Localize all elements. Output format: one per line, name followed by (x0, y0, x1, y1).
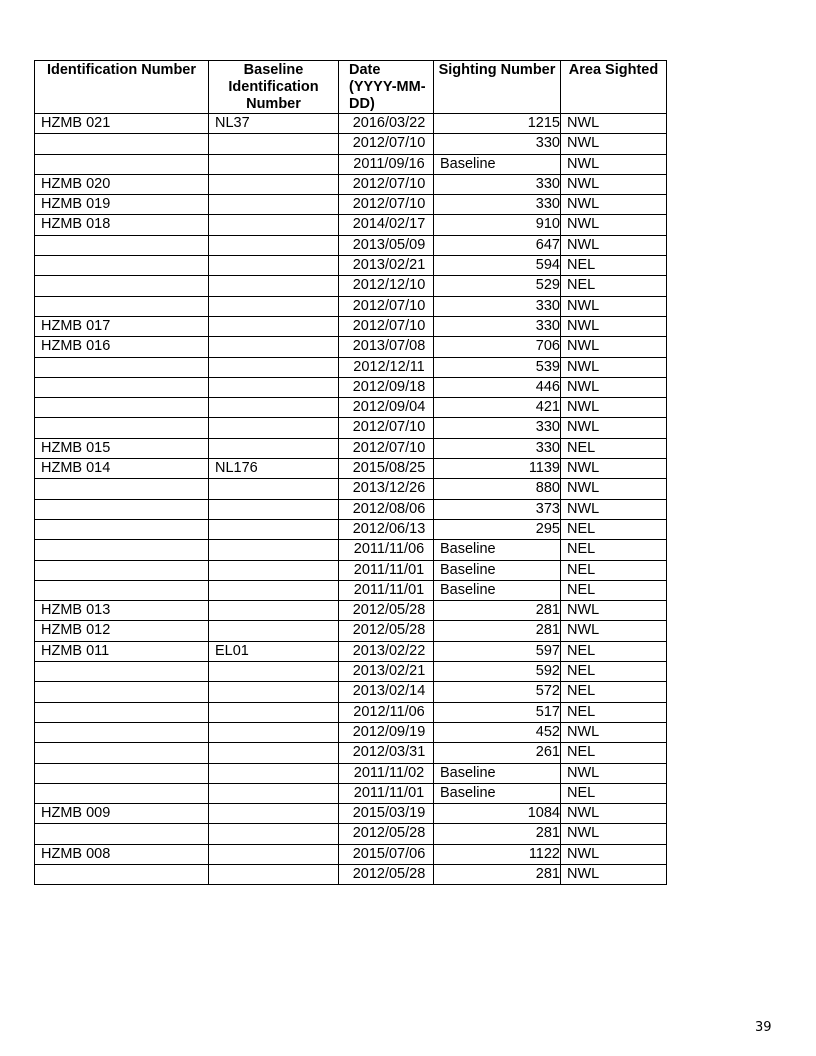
table-row (35, 276, 667, 296)
cell-identification-number (35, 479, 209, 499)
cell-baseline-identification-number (209, 418, 339, 438)
cell-sighting-number: 330 (434, 174, 561, 194)
table-row (35, 560, 667, 580)
table-row (35, 195, 667, 215)
table-row (35, 844, 667, 864)
cell-sighting-number: Baseline (434, 560, 561, 580)
cell-date: 2012/07/10 (339, 296, 434, 316)
cell-date: 2013/07/08 (339, 337, 434, 357)
cell-area-sighted: NEL (561, 702, 667, 722)
cell-date: 2012/12/11 (339, 357, 434, 377)
cell-baseline-identification-number (209, 276, 339, 296)
cell-sighting-number: 261 (434, 743, 561, 763)
cell-identification-number (35, 418, 209, 438)
table-row (35, 215, 667, 235)
cell-baseline-identification-number (209, 499, 339, 519)
table-row (35, 296, 667, 316)
cell-identification-number (35, 154, 209, 174)
cell-sighting-number: Baseline (434, 763, 561, 783)
cell-baseline-identification-number (209, 519, 339, 539)
cell-sighting-number: 647 (434, 235, 561, 255)
cell-date: 2012/09/19 (339, 722, 434, 742)
cell-identification-number: HZMB 009 (35, 804, 209, 824)
cell-sighting-number: Baseline (434, 540, 561, 560)
cell-baseline-identification-number (209, 743, 339, 763)
cell-area-sighted: NWL (561, 337, 667, 357)
table-row (35, 174, 667, 194)
cell-identification-number: HZMB 018 (35, 215, 209, 235)
cell-date: 2011/11/02 (339, 763, 434, 783)
cell-date: 2012/05/28 (339, 621, 434, 641)
cell-baseline-identification-number: EL01 (209, 641, 339, 661)
cell-sighting-number: 452 (434, 722, 561, 742)
table-row (35, 316, 667, 336)
cell-date: 2011/11/06 (339, 540, 434, 560)
cell-baseline-identification-number (209, 844, 339, 864)
cell-sighting-number: 330 (434, 296, 561, 316)
cell-baseline-identification-number (209, 824, 339, 844)
cell-baseline-identification-number (209, 560, 339, 580)
cell-date: 2013/12/26 (339, 479, 434, 499)
cell-date: 2012/11/06 (339, 702, 434, 722)
cell-date: 2012/12/10 (339, 276, 434, 296)
cell-baseline-identification-number (209, 601, 339, 621)
cell-identification-number (35, 256, 209, 276)
cell-baseline-identification-number (209, 438, 339, 458)
cell-area-sighted: NWL (561, 499, 667, 519)
cell-sighting-number: 517 (434, 702, 561, 722)
cell-identification-number (35, 722, 209, 742)
cell-sighting-number: 1084 (434, 804, 561, 824)
cell-area-sighted: NWL (561, 134, 667, 154)
cell-date: 2012/03/31 (339, 743, 434, 763)
cell-area-sighted: NWL (561, 763, 667, 783)
cell-baseline-identification-number (209, 722, 339, 742)
cell-baseline-identification-number (209, 296, 339, 316)
cell-baseline-identification-number (209, 662, 339, 682)
cell-identification-number (35, 560, 209, 580)
cell-date: 2012/07/10 (339, 418, 434, 438)
cell-area-sighted: NWL (561, 215, 667, 235)
cell-baseline-identification-number (209, 682, 339, 702)
cell-date: 2012/07/10 (339, 174, 434, 194)
table-row (35, 864, 667, 884)
cell-identification-number (35, 702, 209, 722)
cell-baseline-identification-number (209, 174, 339, 194)
cell-area-sighted: NEL (561, 438, 667, 458)
cell-date: 2011/09/16 (339, 154, 434, 174)
cell-area-sighted: NEL (561, 682, 667, 702)
table-row (35, 804, 667, 824)
cell-sighting-number: 295 (434, 519, 561, 539)
header-row (35, 61, 667, 114)
cell-identification-number (35, 682, 209, 702)
cell-date: 2013/02/14 (339, 682, 434, 702)
cell-identification-number: HZMB 008 (35, 844, 209, 864)
table-row (35, 256, 667, 276)
table-header (35, 61, 667, 114)
table-row (35, 662, 667, 682)
cell-baseline-identification-number (209, 540, 339, 560)
cell-baseline-identification-number (209, 804, 339, 824)
cell-sighting-number: 330 (434, 316, 561, 336)
cell-sighting-number: 572 (434, 682, 561, 702)
table-row (35, 377, 667, 397)
sightings-table (34, 60, 667, 885)
cell-identification-number: HZMB 019 (35, 195, 209, 215)
cell-baseline-identification-number (209, 235, 339, 255)
cell-baseline-identification-number (209, 154, 339, 174)
cell-area-sighted: NWL (561, 418, 667, 438)
cell-identification-number (35, 580, 209, 600)
table-row (35, 824, 667, 844)
cell-area-sighted: NWL (561, 479, 667, 499)
cell-identification-number (35, 134, 209, 154)
cell-identification-number (35, 824, 209, 844)
header-date: Date (YYYY-MM-DD) (339, 61, 434, 114)
cell-area-sighted: NWL (561, 235, 667, 255)
cell-baseline-identification-number (209, 195, 339, 215)
cell-sighting-number: 910 (434, 215, 561, 235)
cell-date: 2012/07/10 (339, 134, 434, 154)
cell-baseline-identification-number (209, 215, 339, 235)
cell-area-sighted: NWL (561, 844, 667, 864)
table-row (35, 743, 667, 763)
cell-sighting-number: 330 (434, 195, 561, 215)
cell-area-sighted: NWL (561, 601, 667, 621)
cell-date: 2013/02/21 (339, 662, 434, 682)
header-identification-number: Identification Number (35, 61, 209, 114)
cell-date: 2015/03/19 (339, 804, 434, 824)
cell-sighting-number: Baseline (434, 154, 561, 174)
cell-area-sighted: NWL (561, 864, 667, 884)
table-row (35, 621, 667, 641)
table-row (35, 337, 667, 357)
cell-baseline-identification-number (209, 783, 339, 803)
table-row (35, 418, 667, 438)
cell-area-sighted: NEL (561, 256, 667, 276)
cell-area-sighted: NWL (561, 722, 667, 742)
cell-identification-number (35, 662, 209, 682)
cell-identification-number: HZMB 020 (35, 174, 209, 194)
cell-identification-number (35, 783, 209, 803)
cell-area-sighted: NWL (561, 114, 667, 134)
table-body (35, 114, 667, 885)
cell-baseline-identification-number (209, 134, 339, 154)
cell-identification-number: HZMB 012 (35, 621, 209, 641)
cell-identification-number: HZMB 021 (35, 114, 209, 134)
table-row (35, 398, 667, 418)
cell-identification-number: HZMB 017 (35, 316, 209, 336)
cell-sighting-number: 592 (434, 662, 561, 682)
header-sighting-number: Sighting Number (434, 61, 561, 114)
cell-sighting-number: 539 (434, 357, 561, 377)
cell-sighting-number: 706 (434, 337, 561, 357)
cell-identification-number: HZMB 011 (35, 641, 209, 661)
cell-date: 2011/11/01 (339, 560, 434, 580)
cell-area-sighted: NEL (561, 641, 667, 661)
cell-baseline-identification-number: NL176 (209, 459, 339, 479)
cell-area-sighted: NWL (561, 154, 667, 174)
cell-identification-number: HZMB 013 (35, 601, 209, 621)
cell-baseline-identification-number (209, 377, 339, 397)
cell-baseline-identification-number (209, 702, 339, 722)
cell-sighting-number: 330 (434, 418, 561, 438)
cell-date: 2012/07/10 (339, 438, 434, 458)
cell-sighting-number: 281 (434, 601, 561, 621)
cell-area-sighted: NEL (561, 662, 667, 682)
cell-sighting-number: 1139 (434, 459, 561, 479)
cell-identification-number (35, 377, 209, 397)
cell-sighting-number: 597 (434, 641, 561, 661)
cell-date: 2015/07/06 (339, 844, 434, 864)
cell-area-sighted: NEL (561, 519, 667, 539)
page-number: 39 (755, 1020, 772, 1035)
cell-date: 2011/11/01 (339, 783, 434, 803)
table-row (35, 519, 667, 539)
cell-area-sighted: NWL (561, 804, 667, 824)
cell-sighting-number: 880 (434, 479, 561, 499)
cell-sighting-number: 529 (434, 276, 561, 296)
cell-baseline-identification-number (209, 621, 339, 641)
table-row (35, 783, 667, 803)
cell-area-sighted: NWL (561, 377, 667, 397)
cell-baseline-identification-number: NL37 (209, 114, 339, 134)
table-row (35, 682, 667, 702)
cell-baseline-identification-number (209, 479, 339, 499)
cell-date: 2012/07/10 (339, 195, 434, 215)
cell-area-sighted: NWL (561, 174, 667, 194)
cell-date: 2012/05/28 (339, 864, 434, 884)
cell-baseline-identification-number (209, 398, 339, 418)
cell-area-sighted: NEL (561, 580, 667, 600)
header-baseline-identification-number: Baseline Identification Number (209, 61, 339, 114)
cell-area-sighted: NEL (561, 276, 667, 296)
table-row (35, 154, 667, 174)
cell-area-sighted: NWL (561, 824, 667, 844)
cell-sighting-number: 281 (434, 824, 561, 844)
cell-baseline-identification-number (209, 337, 339, 357)
cell-date: 2013/05/09 (339, 235, 434, 255)
cell-baseline-identification-number (209, 316, 339, 336)
cell-baseline-identification-number (209, 256, 339, 276)
cell-sighting-number: 330 (434, 134, 561, 154)
cell-sighting-number: 594 (434, 256, 561, 276)
cell-date: 2012/09/18 (339, 377, 434, 397)
cell-identification-number (35, 540, 209, 560)
cell-baseline-identification-number (209, 864, 339, 884)
header-area-sighted: Area Sighted (561, 61, 667, 114)
table-row (35, 438, 667, 458)
cell-date: 2012/07/10 (339, 316, 434, 336)
cell-date: 2013/02/21 (339, 256, 434, 276)
cell-sighting-number: Baseline (434, 580, 561, 600)
cell-identification-number (35, 357, 209, 377)
cell-sighting-number: 281 (434, 864, 561, 884)
table-row (35, 134, 667, 154)
cell-date: 2012/08/06 (339, 499, 434, 519)
cell-date: 2014/02/17 (339, 215, 434, 235)
cell-sighting-number: 281 (434, 621, 561, 641)
cell-baseline-identification-number (209, 357, 339, 377)
table-row (35, 702, 667, 722)
cell-date: 2013/02/22 (339, 641, 434, 661)
cell-area-sighted: NEL (561, 743, 667, 763)
cell-identification-number (35, 235, 209, 255)
cell-date: 2011/11/01 (339, 580, 434, 600)
cell-date: 2012/05/28 (339, 824, 434, 844)
cell-sighting-number: 1215 (434, 114, 561, 134)
table-row (35, 459, 667, 479)
cell-area-sighted: NEL (561, 783, 667, 803)
cell-area-sighted: NEL (561, 560, 667, 580)
cell-date: 2016/03/22 (339, 114, 434, 134)
table-row (35, 601, 667, 621)
cell-area-sighted: NWL (561, 398, 667, 418)
table-row (35, 479, 667, 499)
cell-identification-number (35, 398, 209, 418)
cell-identification-number: HZMB 016 (35, 337, 209, 357)
table-row (35, 114, 667, 134)
cell-area-sighted: NWL (561, 459, 667, 479)
cell-identification-number (35, 519, 209, 539)
cell-identification-number: HZMB 014 (35, 459, 209, 479)
table-row (35, 722, 667, 742)
cell-area-sighted: NWL (561, 316, 667, 336)
cell-sighting-number: Baseline (434, 783, 561, 803)
cell-sighting-number: 421 (434, 398, 561, 418)
cell-baseline-identification-number (209, 580, 339, 600)
cell-sighting-number: 446 (434, 377, 561, 397)
table-row (35, 641, 667, 661)
cell-area-sighted: NWL (561, 296, 667, 316)
cell-date: 2012/09/04 (339, 398, 434, 418)
cell-sighting-number: 330 (434, 438, 561, 458)
cell-area-sighted: NWL (561, 357, 667, 377)
table-row (35, 357, 667, 377)
table-row (35, 540, 667, 560)
table-row (35, 763, 667, 783)
cell-identification-number (35, 763, 209, 783)
cell-identification-number (35, 499, 209, 519)
cell-identification-number: HZMB 015 (35, 438, 209, 458)
cell-sighting-number: 373 (434, 499, 561, 519)
cell-identification-number (35, 296, 209, 316)
cell-sighting-number: 1122 (434, 844, 561, 864)
cell-date: 2012/05/28 (339, 601, 434, 621)
cell-area-sighted: NWL (561, 621, 667, 641)
cell-date: 2012/06/13 (339, 519, 434, 539)
cell-identification-number (35, 276, 209, 296)
cell-area-sighted: NEL (561, 540, 667, 560)
cell-area-sighted: NWL (561, 195, 667, 215)
cell-baseline-identification-number (209, 763, 339, 783)
table-row (35, 580, 667, 600)
table-row (35, 499, 667, 519)
cell-identification-number (35, 743, 209, 763)
table-row (35, 235, 667, 255)
cell-identification-number (35, 864, 209, 884)
cell-date: 2015/08/25 (339, 459, 434, 479)
